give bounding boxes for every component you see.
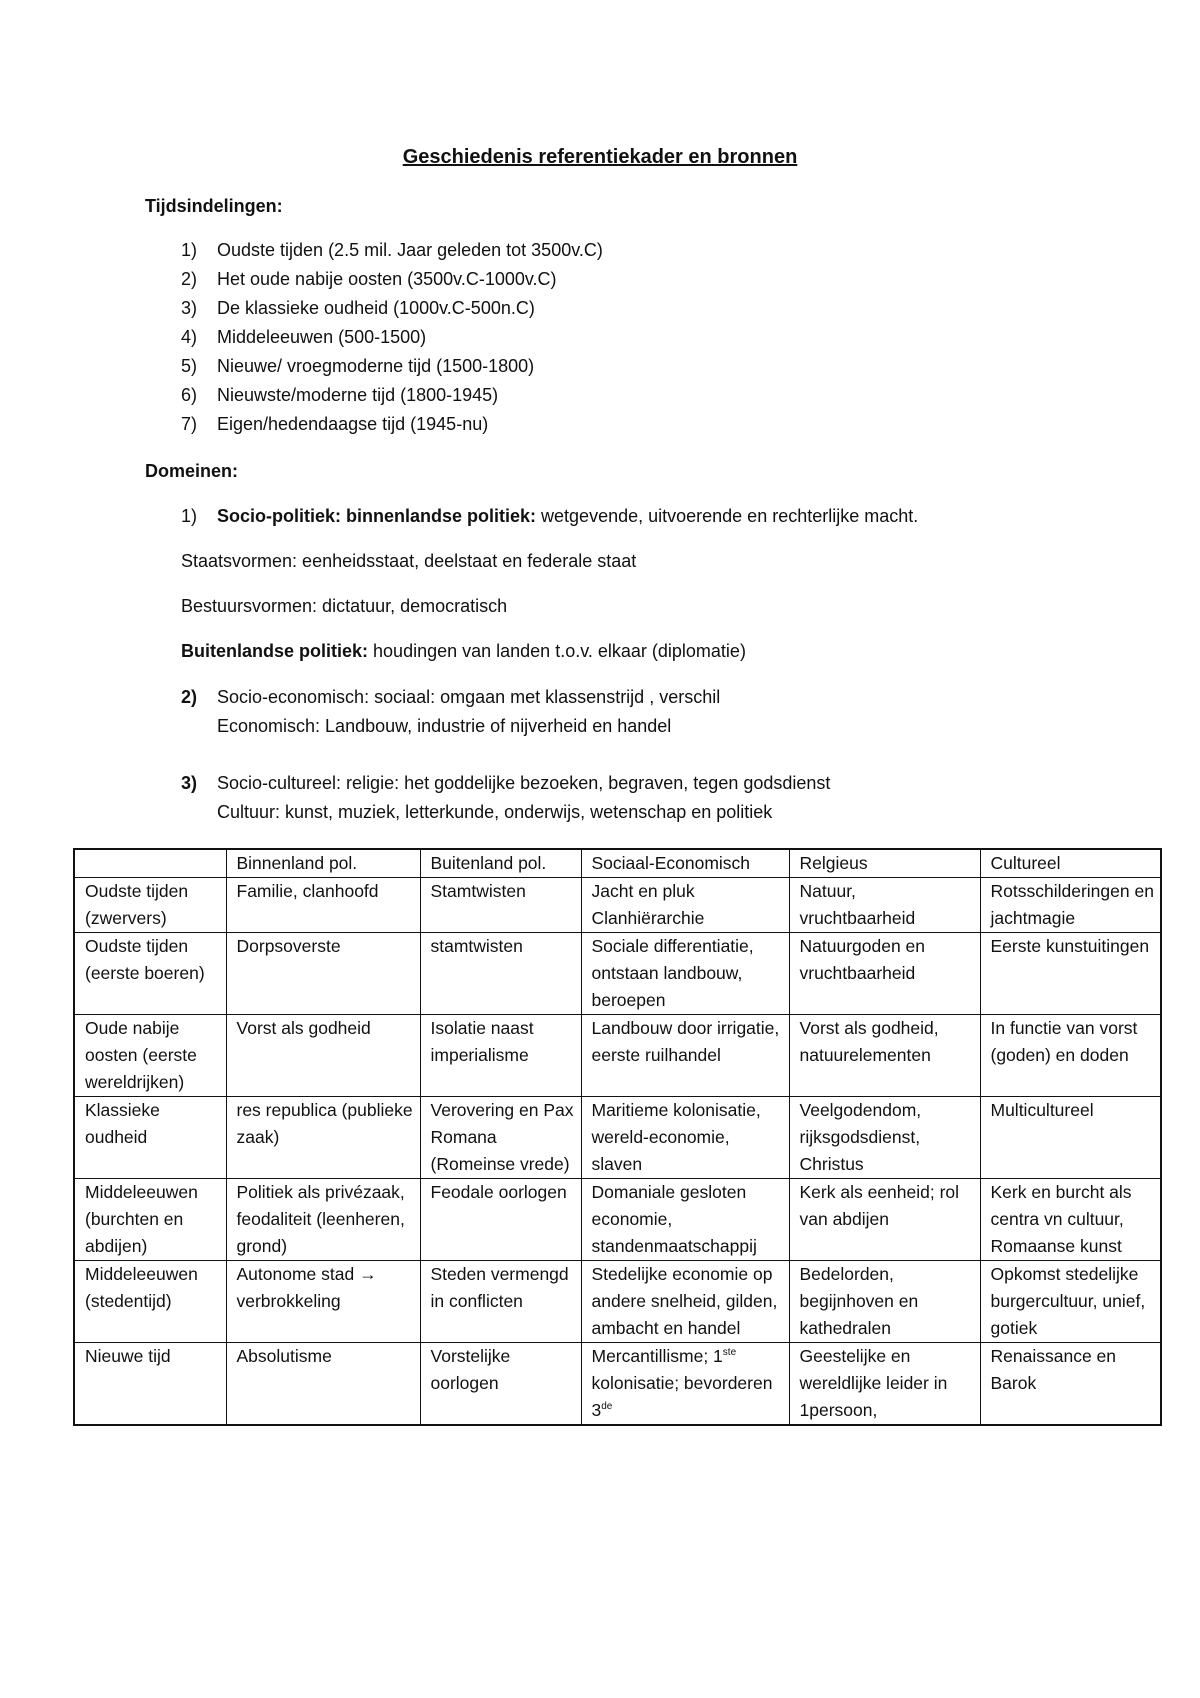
- cell: Stamtwisten: [420, 878, 581, 933]
- table-row: [74, 1015, 1161, 1097]
- list-text: Oudste tijden (2.5 mil. Jaar geleden tot 3500v.C): [217, 240, 603, 260]
- cell: Maritieme kolonisatie, wereld-economie, slaven: [581, 1097, 789, 1179]
- cell: Verovering en Pax Romana (Romeinse vrede): [420, 1097, 581, 1179]
- table-row: [74, 933, 1161, 1015]
- buitenlandse-text: houdingen van landen t.o.v. elkaar (diplomatie): [368, 641, 746, 661]
- staatsvormen-line: Staatsvormen: eenheidsstaat, deelstaat en federale staat: [181, 551, 637, 571]
- domein-text: Socio-cultureel: religie: het goddelijke bezoeken, begraven, tegen godsdienst: [217, 773, 831, 793]
- cell: res republica (publieke zaak): [226, 1097, 420, 1179]
- table-header-row: [74, 849, 1161, 878]
- period-list-item: [181, 385, 498, 406]
- period-list-item: [181, 298, 535, 319]
- cell: Natuurgoden en vruchtbaarheid: [789, 933, 980, 1015]
- bestuursvormen-line: Bestuursvormen: dictatuur, democratisch: [181, 596, 508, 616]
- cell: Jacht en pluk Clanhiërarchie: [581, 878, 789, 933]
- header-cell: Cultureel: [980, 849, 1161, 878]
- list-number: 1): [181, 240, 198, 260]
- cell: Isolatie naast imperialisme: [420, 1015, 581, 1097]
- cell: Eerste kunstuitingen: [980, 933, 1161, 1015]
- list-number: 5): [181, 356, 198, 376]
- domein-item-3: [181, 773, 830, 794]
- cell: [581, 1343, 789, 1426]
- periods-table: [73, 848, 1162, 1426]
- header-cell: Buitenland pol.: [420, 849, 581, 878]
- table-row: [74, 878, 1161, 933]
- list-text: Nieuwste/moderne tijd (1800-1945): [217, 385, 499, 405]
- cell: Bedelorden, begijnhoven en kathedralen: [789, 1261, 980, 1343]
- cell: Vorst als godheid: [226, 1015, 420, 1097]
- list-number: 4): [181, 327, 198, 347]
- period-cell: Oudste tijden (eerste boeren): [74, 933, 226, 1015]
- cell: Vorst als godheid, natuurelementen: [789, 1015, 980, 1097]
- cell: Autonome stad → verbrokkeling: [226, 1261, 420, 1343]
- period-list-item: [181, 327, 426, 348]
- header-cell: Sociaal-Economisch: [581, 849, 789, 878]
- period-cell: Oude nabije oosten (eerste wereldrijken): [74, 1015, 226, 1097]
- table-row: [74, 1261, 1161, 1343]
- period-cell: Middeleeuwen (stedentijd): [74, 1261, 226, 1343]
- list-number: 2): [181, 269, 198, 289]
- domeinen-heading: Domeinen:: [145, 461, 239, 481]
- cell: Geestelijke en wereldlijke leider in 1persoon,: [789, 1343, 980, 1426]
- list-number: 3): [181, 298, 198, 318]
- period-cell: Klassieke oudheid: [74, 1097, 226, 1179]
- buitenlandse-label: Buitenlandse politiek:: [181, 641, 369, 661]
- list-number: 1): [181, 506, 198, 526]
- cell: Natuur, vruchtbaarheid: [789, 878, 980, 933]
- cell: Renaissance en Barok: [980, 1343, 1161, 1426]
- cell: Multicultureel: [980, 1097, 1161, 1179]
- period-list-item: [181, 269, 557, 290]
- table-row: [74, 1179, 1161, 1261]
- period-cell: Nieuwe tijd: [74, 1343, 226, 1426]
- cell: Opkomst stedelijke burgercultuur, unief, gotiek: [980, 1261, 1161, 1343]
- header-cell: Relgieus: [789, 849, 980, 878]
- cell-text: Mercantillisme; 1: [591, 1346, 723, 1366]
- cell: Kerk als eenheid; rol van abdijen: [789, 1179, 980, 1261]
- table-row: [74, 1097, 1161, 1179]
- cell: stamtwisten: [420, 933, 581, 1015]
- list-text: Het oude nabije oosten (3500v.C-1000v.C): [217, 269, 557, 289]
- period-cell: Middeleeuwen (burchten en abdijen): [74, 1179, 226, 1261]
- cell: Landbouw door irrigatie, eerste ruilhandel: [581, 1015, 789, 1097]
- cell: In functie van vorst (goden) en doden: [980, 1015, 1161, 1097]
- domein-item-2: [181, 687, 720, 708]
- list-text: De klassieke oudheid (1000v.C-500n.C): [217, 298, 535, 318]
- header-cell: [74, 849, 226, 878]
- domein-item-2-line2: Economisch: Landbouw, industrie of nijverheid en handel: [217, 716, 672, 736]
- superscript: ste: [722, 1347, 737, 1359]
- domein-item-1: [181, 506, 918, 527]
- cell: Politiek als privézaak, feodaliteit (leenheren, grond): [226, 1179, 420, 1261]
- period-list-item: [181, 240, 603, 261]
- period-list-item: [181, 356, 534, 377]
- cell: Dorpsoverste: [226, 933, 420, 1015]
- cell: Veelgodendom, rijksgodsdienst, Christus: [789, 1097, 980, 1179]
- domein-text: Socio-economisch: sociaal: omgaan met klassenstrijd , verschil: [217, 687, 721, 707]
- domein-label: Socio-politiek: binnenlandse politiek:: [217, 506, 537, 526]
- cell: Steden vermengd in conflicten: [420, 1261, 581, 1343]
- list-number: 3): [181, 773, 198, 793]
- buitenlandse-politiek-line: [181, 641, 746, 662]
- cell: Feodale oorlogen: [420, 1179, 581, 1261]
- cell: Domaniale gesloten economie, standenmaatschappij: [581, 1179, 789, 1261]
- period-cell: Oudste tijden (zwervers): [74, 878, 226, 933]
- list-text: Eigen/hedendaagse tijd (1945-nu): [217, 414, 489, 434]
- cell: Vorstelijke oorlogen: [420, 1343, 581, 1426]
- domein-item-3-line2: Cultuur: kunst, muziek, letterkunde, onderwijs, wetenschap en politiek: [217, 802, 773, 822]
- superscript: de: [601, 1401, 613, 1413]
- period-list-item: [181, 414, 488, 435]
- header-cell: Binnenland pol.: [226, 849, 420, 878]
- list-number: 7): [181, 414, 198, 434]
- list-text: Middeleeuwen (500-1500): [217, 327, 427, 347]
- list-number: 2): [181, 687, 198, 707]
- domein-text: wetgevende, uitvoerende en rechterlijke macht.: [536, 506, 919, 526]
- cell: Stedelijke economie op andere snelheid, gilden, ambacht en handel: [581, 1261, 789, 1343]
- list-text: Nieuwe/ vroegmoderne tijd (1500-1800): [217, 356, 535, 376]
- table-row: [74, 1343, 1161, 1426]
- tijdsindelingen-heading: Tijdsindelingen:: [145, 196, 283, 216]
- cell: Sociale differentiatie, ontstaan landbouw, beroepen: [581, 933, 789, 1015]
- cell: Familie, clanhoofd: [226, 878, 420, 933]
- cell: Rotsschilderingen en jachtmagie: [980, 878, 1161, 933]
- list-number: 6): [181, 385, 198, 405]
- cell-text: kolonisatie; bevorderen 3: [591, 1373, 773, 1420]
- page-title: Geschiedenis referentiekader en bronnen: [402, 146, 798, 168]
- cell: Kerk en burcht als centra vn cultuur, Romaanse kunst: [980, 1179, 1161, 1261]
- cell: Absolutisme: [226, 1343, 420, 1426]
